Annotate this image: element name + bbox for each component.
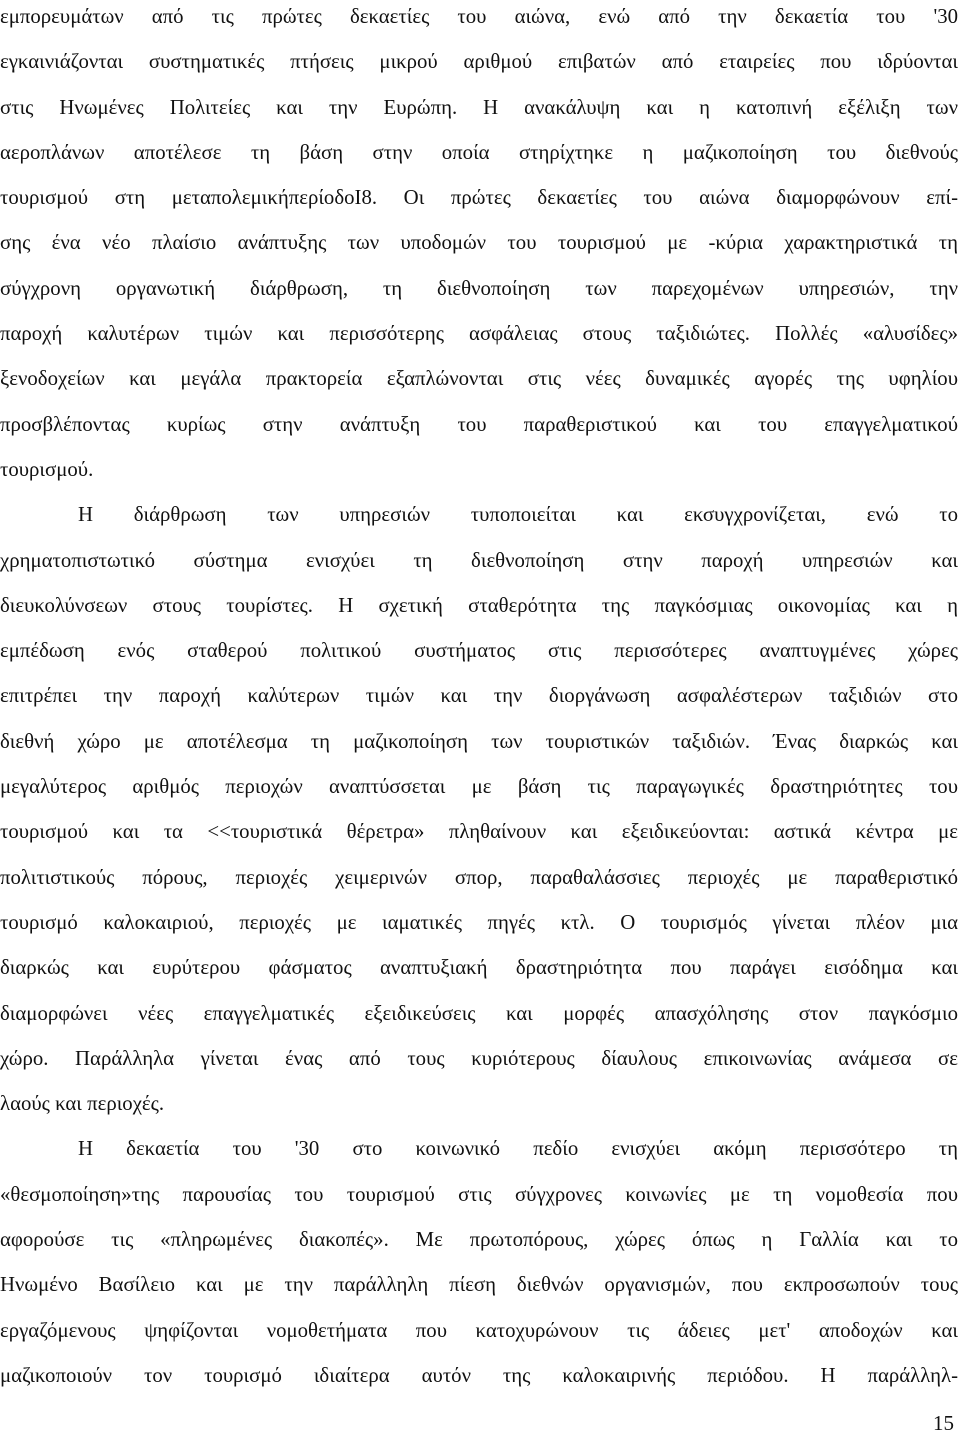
text-line: «θεσμοποίηση»της παρουσίας του τουρισμού στις σύγχρονες κοινωνίες με τη νομοθεσία που bbox=[0, 1182, 958, 1206]
text-line: αεροπλάνων αποτέλεσε τη βάση στην οποία στηρίχτηκε η μαζικοποίηση του διεθνούς bbox=[0, 140, 958, 164]
text-line: διεθνή χώρο με αποτέλεσμα τη μαζικοποίηση των τουριστικών ταξιδιών. Ένας διαρκώς και bbox=[0, 729, 958, 753]
text-line: ξενοδοχείων και μεγάλα πρακτορεία εξαπλώνονται στις νέες δυναμικές αγορές της υφηλίου bbox=[0, 367, 958, 391]
text-line: αφορούσε τις «πληρωμένες διακοπές». Με πρωτοπόρους, χώρες όπως η Γαλλία και το bbox=[0, 1228, 958, 1252]
text-line: Ηνωμένο Βασίλειο και με την παράλληλη πίεση διεθνών οργανισμών, που εκπροσωπούν τους bbox=[0, 1273, 958, 1297]
text-line: διαρκώς και ευρύτερου φάσματος αναπτυξιακή δραστηριότητα που παράγει εισόδημα και bbox=[0, 956, 958, 980]
text-line: τουρισμού και τα <<τουριστικά θέρετρα» πληθαίνουν και εξειδικεύονται: αστικά κέντρα με bbox=[0, 820, 958, 844]
text-line: προσβλέποντας κυρίως στην ανάπτυξη του παραθεριστικού και του επαγγελματικού bbox=[0, 412, 958, 436]
text-line: πολιτιστικούς πόρους, περιοχές χειμερινών σπορ, παραθαλάσσιες περιοχές με παραθεριστικό bbox=[0, 865, 958, 889]
text-line: μαζικοποιούν τον τουρισμό ιδιαίτερα αυτόν της καλοκαιρινής περιόδου. Η παράλληλ- bbox=[0, 1363, 958, 1387]
page-number: 15 bbox=[933, 1411, 954, 1435]
text-line: επιτρέπει την παροχή καλύτερων τιμών και την διοργάνωση ασφαλέστερων ταξιδιών στο bbox=[0, 684, 958, 708]
text-line: διαμορφώνει νέες επαγγελματικές εξειδικεύσεις και μορφές απασχόλησης στον παγκόσμιο bbox=[0, 1001, 958, 1025]
text-line: εργαζόμενους ψηφίζονται νομοθετήματα που κατοχυρώνουν τις άδειες μετ' αποδοχών και bbox=[0, 1318, 958, 1342]
text-line: σης ένα νέο πλαίσιο ανάπτυξης των υποδομών του τουρισμού με -κύρια χαρακτηριστικά τη bbox=[0, 231, 958, 255]
paragraph-first-line: Η διάρθρωση των υπηρεσιών τυποποιείται και εκσυγχρονίζεται, ενώ το bbox=[78, 503, 958, 527]
text-line: χώρο. Παράλληλα γίνεται ένας από τους κυριότερους δίαυλους επικοινωνίας ανάμεσα σε bbox=[0, 1046, 958, 1070]
text-line: τουρισμού στη μεταπολεμικήπερίοδοΙ8. Οι πρώτες δεκαετίες του αιώνα διαμορφώνουν επί- bbox=[0, 186, 958, 210]
text-line: στις Ηνωμένες Πολιτείες και την Ευρώπη. Η ανακάλυψη και η κατοπινή εξέλιξη των bbox=[0, 95, 958, 119]
text-line: σύγχρονη οργανωτική διάρθρωση, τη διεθνοποίηση των παρεχομένων υπηρεσιών, την bbox=[0, 276, 958, 300]
text-line: μεγαλύτερος αριθμός περιοχών αναπτύσσεται με βάση τις παραγωγικές δραστηριότητες του bbox=[0, 775, 958, 799]
text-line: τουρισμό καλοκαιριού, περιοχές με ιαματικές πηγές κτλ. Ο τουρισμός γίνεται πλέον μια bbox=[0, 910, 958, 934]
text-line: εμπέδωση ενός σταθερού πολιτικού συστήματος στις περισσότερες αναπτυγμένες χώρες bbox=[0, 639, 958, 663]
text-line: παροχή καλυτέρων τιμών και περισσότερης ασφάλειας στους ταξιδιώτες. Πολλές «αλυσίδες» bbox=[0, 322, 958, 346]
text-line: εμπορευμάτων από τις πρώτες δεκαετίες του αιώνα, ενώ από την δεκαετία του '30 bbox=[0, 5, 958, 28]
text-line: διευκολύνσεων στους τουρίστες. Η σχετική σταθερότητα της παγκόσμιας οικονομίας και η bbox=[0, 593, 958, 617]
text-line: χρηματοπιστωτικό σύστημα ενισχύει τη διεθνοποίηση στην παροχή υπηρεσιών και bbox=[0, 548, 958, 572]
text-line: λαούς και περιοχές. bbox=[0, 1092, 165, 1116]
text-line: τουρισμού. bbox=[0, 457, 94, 481]
text-line: εγκαινιάζονται συστηματικές πτήσεις μικρού αριθμού επιβατών από εταιρείες που ιδρύονται bbox=[0, 50, 958, 74]
paragraph-first-line: Η δεκαετία του '30 στο κοινωνικό πεδίο ενισχύει ακόμη περισσότερο τη bbox=[78, 1137, 958, 1161]
